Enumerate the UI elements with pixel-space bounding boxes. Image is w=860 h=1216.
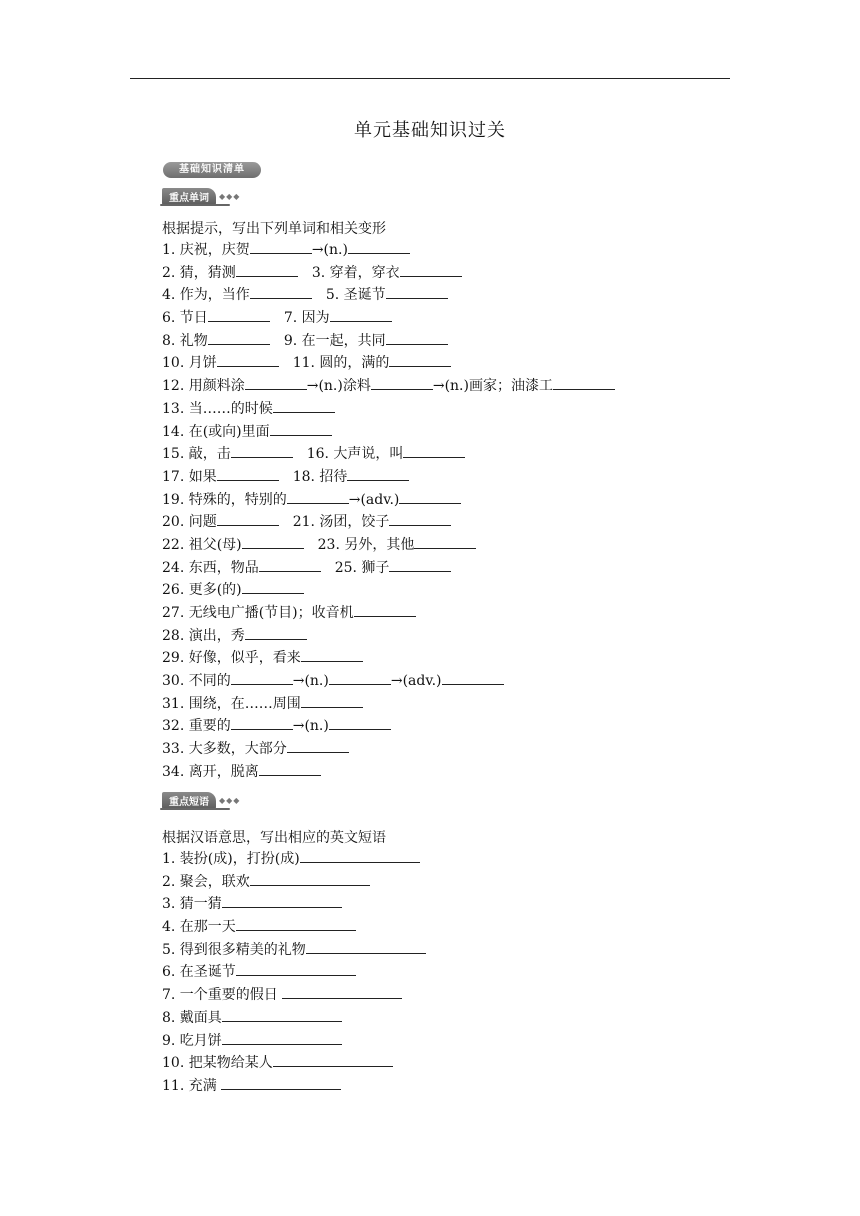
item-text: 5. 圣诞节 (325, 287, 386, 304)
word-item (162, 511, 615, 534)
answer-blank[interactable] (236, 961, 356, 976)
word-item (162, 375, 615, 398)
answer-blank[interactable] (306, 939, 426, 954)
diamond-dots-icon: ◆◆◆ (219, 191, 241, 201)
phrase-item (162, 848, 426, 871)
item-text: 1. 装扮(成)，打扮(成) (162, 851, 300, 867)
word-item (162, 443, 615, 466)
word-item (162, 715, 615, 738)
item-text: 24. 东西，物品 (162, 559, 259, 576)
answer-blank[interactable] (222, 1007, 342, 1022)
answer-blank[interactable] (287, 738, 349, 753)
answer-blank[interactable] (231, 670, 293, 685)
answer-blank[interactable] (217, 352, 279, 367)
answer-blank[interactable] (245, 625, 307, 640)
answer-blank[interactable] (354, 602, 416, 617)
answer-blank[interactable] (442, 670, 504, 685)
item-text: 31. 围绕，在……周围 (162, 695, 301, 712)
answer-blank[interactable] (329, 715, 391, 730)
word-item (162, 489, 615, 512)
answer-blank[interactable] (270, 421, 332, 436)
tag-key-phrases (162, 792, 240, 808)
item-text: 5. 得到很多精美的礼物 (162, 941, 306, 958)
top-rule (130, 78, 730, 79)
word-item (162, 534, 615, 557)
answer-blank[interactable] (242, 579, 304, 594)
answer-blank[interactable] (386, 330, 448, 345)
phrase-item (162, 1052, 426, 1075)
item-text: 3. 猜一猜 (162, 896, 222, 913)
phrase-item (162, 1075, 426, 1098)
answer-blank[interactable] (222, 893, 342, 908)
phrase-item (162, 1007, 426, 1030)
word-item (162, 647, 615, 670)
item-text: 13. 当……的时候 (162, 400, 273, 417)
item-text: 11. 充满 (162, 1077, 222, 1094)
answer-blank[interactable] (287, 489, 349, 504)
phrase-item (162, 939, 426, 962)
word-item (162, 557, 615, 580)
answer-blank[interactable] (399, 489, 461, 504)
item-text: 18. 招待 (292, 468, 348, 485)
answer-blank[interactable] (208, 330, 270, 345)
words-list (162, 239, 615, 784)
item-text: 7. 一个重要的假日 (162, 987, 283, 1004)
phrase-item (162, 1030, 426, 1053)
answer-blank[interactable] (389, 511, 451, 526)
item-text: 20. 问题 (162, 514, 217, 531)
word-item (162, 625, 615, 648)
word-item (162, 421, 615, 444)
answer-blank[interactable] (221, 1075, 341, 1090)
phrases-instruction: 根据汉语意思，写出相应的英文短语 (162, 830, 386, 846)
answer-blank[interactable] (217, 511, 279, 526)
answer-blank[interactable] (301, 647, 363, 662)
answer-blank[interactable] (273, 1052, 393, 1067)
item-text: 33. 大多数，大部分 (162, 741, 287, 758)
answer-blank[interactable] (553, 375, 615, 390)
word-item (162, 330, 615, 353)
item-text: 27. 无线电广播(节目)；收音机 (162, 605, 354, 621)
tag-key-phrases-label: 重点短语 (162, 792, 216, 809)
words-instruction: 根据提示，写出下列单词和相关变形 (162, 221, 386, 237)
answer-blank[interactable] (273, 398, 335, 413)
tag-key-words (162, 188, 240, 204)
word-item (162, 352, 615, 375)
answer-blank[interactable] (282, 984, 402, 999)
answer-blank[interactable] (208, 307, 270, 322)
item-text: 4. 在那一天 (162, 919, 236, 936)
item-text: 14. 在(或向)里面 (162, 423, 270, 440)
answer-blank[interactable] (250, 239, 312, 254)
item-text: 34. 离开，脱离 (162, 763, 259, 780)
answer-blank[interactable] (250, 284, 312, 299)
item-text: 15. 敲，击 (162, 446, 231, 463)
tag-key-words-label: 重点单词 (162, 188, 216, 205)
answer-blank[interactable] (231, 715, 293, 730)
item-text: →(n.) (292, 673, 329, 690)
word-item (162, 398, 615, 421)
phrase-item (162, 961, 426, 984)
phrase-item (162, 893, 426, 916)
answer-blank[interactable] (245, 375, 307, 390)
answer-blank[interactable] (371, 375, 433, 390)
phrase-item (162, 984, 426, 1007)
answer-blank[interactable] (414, 534, 476, 549)
answer-blank[interactable] (300, 848, 420, 863)
word-item (162, 693, 615, 716)
item-text: 10. 把某物给某人 (162, 1055, 273, 1072)
item-text: 2. 猜，猜测 (162, 264, 236, 281)
item-text: →(n.)涂料 (306, 378, 371, 395)
item-text: 9. 吃月饼 (162, 1032, 222, 1049)
word-item (162, 602, 615, 625)
word-item (162, 670, 615, 693)
item-text: 9. 在一起，共同 (283, 332, 386, 349)
answer-blank[interactable] (236, 262, 298, 277)
word-item (162, 307, 615, 330)
item-text: 8. 戴面具 (162, 1009, 222, 1026)
item-text: 25. 狮子 (334, 559, 390, 576)
item-text: 10. 月饼 (162, 355, 217, 372)
item-text: 22. 祖父(母) (162, 536, 242, 553)
section-badge: 基础知识清单 (163, 162, 261, 178)
answer-blank[interactable] (236, 916, 356, 931)
answer-blank[interactable] (222, 1030, 342, 1045)
item-text: 29. 好像，似乎，看来 (162, 650, 301, 667)
item-text: 21. 汤团，饺子 (292, 514, 390, 531)
answer-blank[interactable] (217, 466, 279, 481)
answer-blank[interactable] (403, 443, 465, 458)
item-text: 8. 礼物 (162, 332, 208, 349)
answer-blank[interactable] (250, 871, 370, 886)
answer-blank[interactable] (386, 284, 448, 299)
item-text: 32. 重要的 (162, 718, 231, 735)
answer-blank[interactable] (259, 761, 321, 776)
item-text: 17. 如果 (162, 468, 217, 485)
item-text: 6. 节日 (162, 310, 208, 327)
item-text: 2. 聚会，联欢 (162, 873, 250, 890)
answer-blank[interactable] (259, 557, 321, 572)
answer-blank[interactable] (329, 670, 391, 685)
item-text: 26. 更多(的) (162, 582, 242, 599)
word-item (162, 761, 615, 784)
item-text: 28. 演出，秀 (162, 627, 245, 644)
phrases-list (162, 848, 426, 1098)
answer-blank[interactable] (242, 534, 304, 549)
phrase-item (162, 871, 426, 894)
word-item (162, 262, 615, 285)
answer-blank[interactable] (231, 443, 293, 458)
item-text: →(adv.) (348, 491, 400, 508)
page-title: 单元基础知识过关 (354, 120, 506, 141)
item-text: 11. 圆的，满的 (292, 355, 390, 372)
item-text: 7. 因为 (283, 310, 330, 327)
phrase-item (162, 916, 426, 939)
item-text: 12. 用颜料涂 (162, 378, 245, 395)
answer-blank[interactable] (347, 466, 409, 481)
word-item (162, 284, 615, 307)
answer-blank[interactable] (389, 352, 451, 367)
item-text: 3. 穿着，穿衣 (311, 264, 400, 281)
answer-blank[interactable] (348, 239, 410, 254)
word-item (162, 738, 615, 761)
item-text: 19. 特殊的，特别的 (162, 491, 287, 508)
answer-blank[interactable] (301, 693, 363, 708)
word-item (162, 239, 615, 262)
word-item (162, 579, 615, 602)
item-text: 6. 在圣诞节 (162, 964, 236, 981)
item-text: 30. 不同的 (162, 673, 231, 690)
item-text: 1. 庆祝，庆贺 (162, 242, 250, 258)
item-text: 23. 另外，其他 (317, 536, 415, 553)
answer-blank[interactable] (400, 262, 462, 277)
item-text: →(adv.) (390, 673, 442, 690)
word-item (162, 466, 615, 489)
answer-blank[interactable] (389, 557, 451, 572)
item-text: →(n.) (292, 718, 329, 735)
item-text: →(n.) (311, 242, 348, 258)
item-text: →(n.)画家；油漆工 (432, 378, 553, 395)
diamond-dots-icon: ◆◆◆ (219, 795, 241, 805)
item-text: 4. 作为，当作 (162, 287, 250, 304)
answer-blank[interactable] (330, 307, 392, 322)
item-text: 16. 大声说，叫 (306, 446, 404, 463)
